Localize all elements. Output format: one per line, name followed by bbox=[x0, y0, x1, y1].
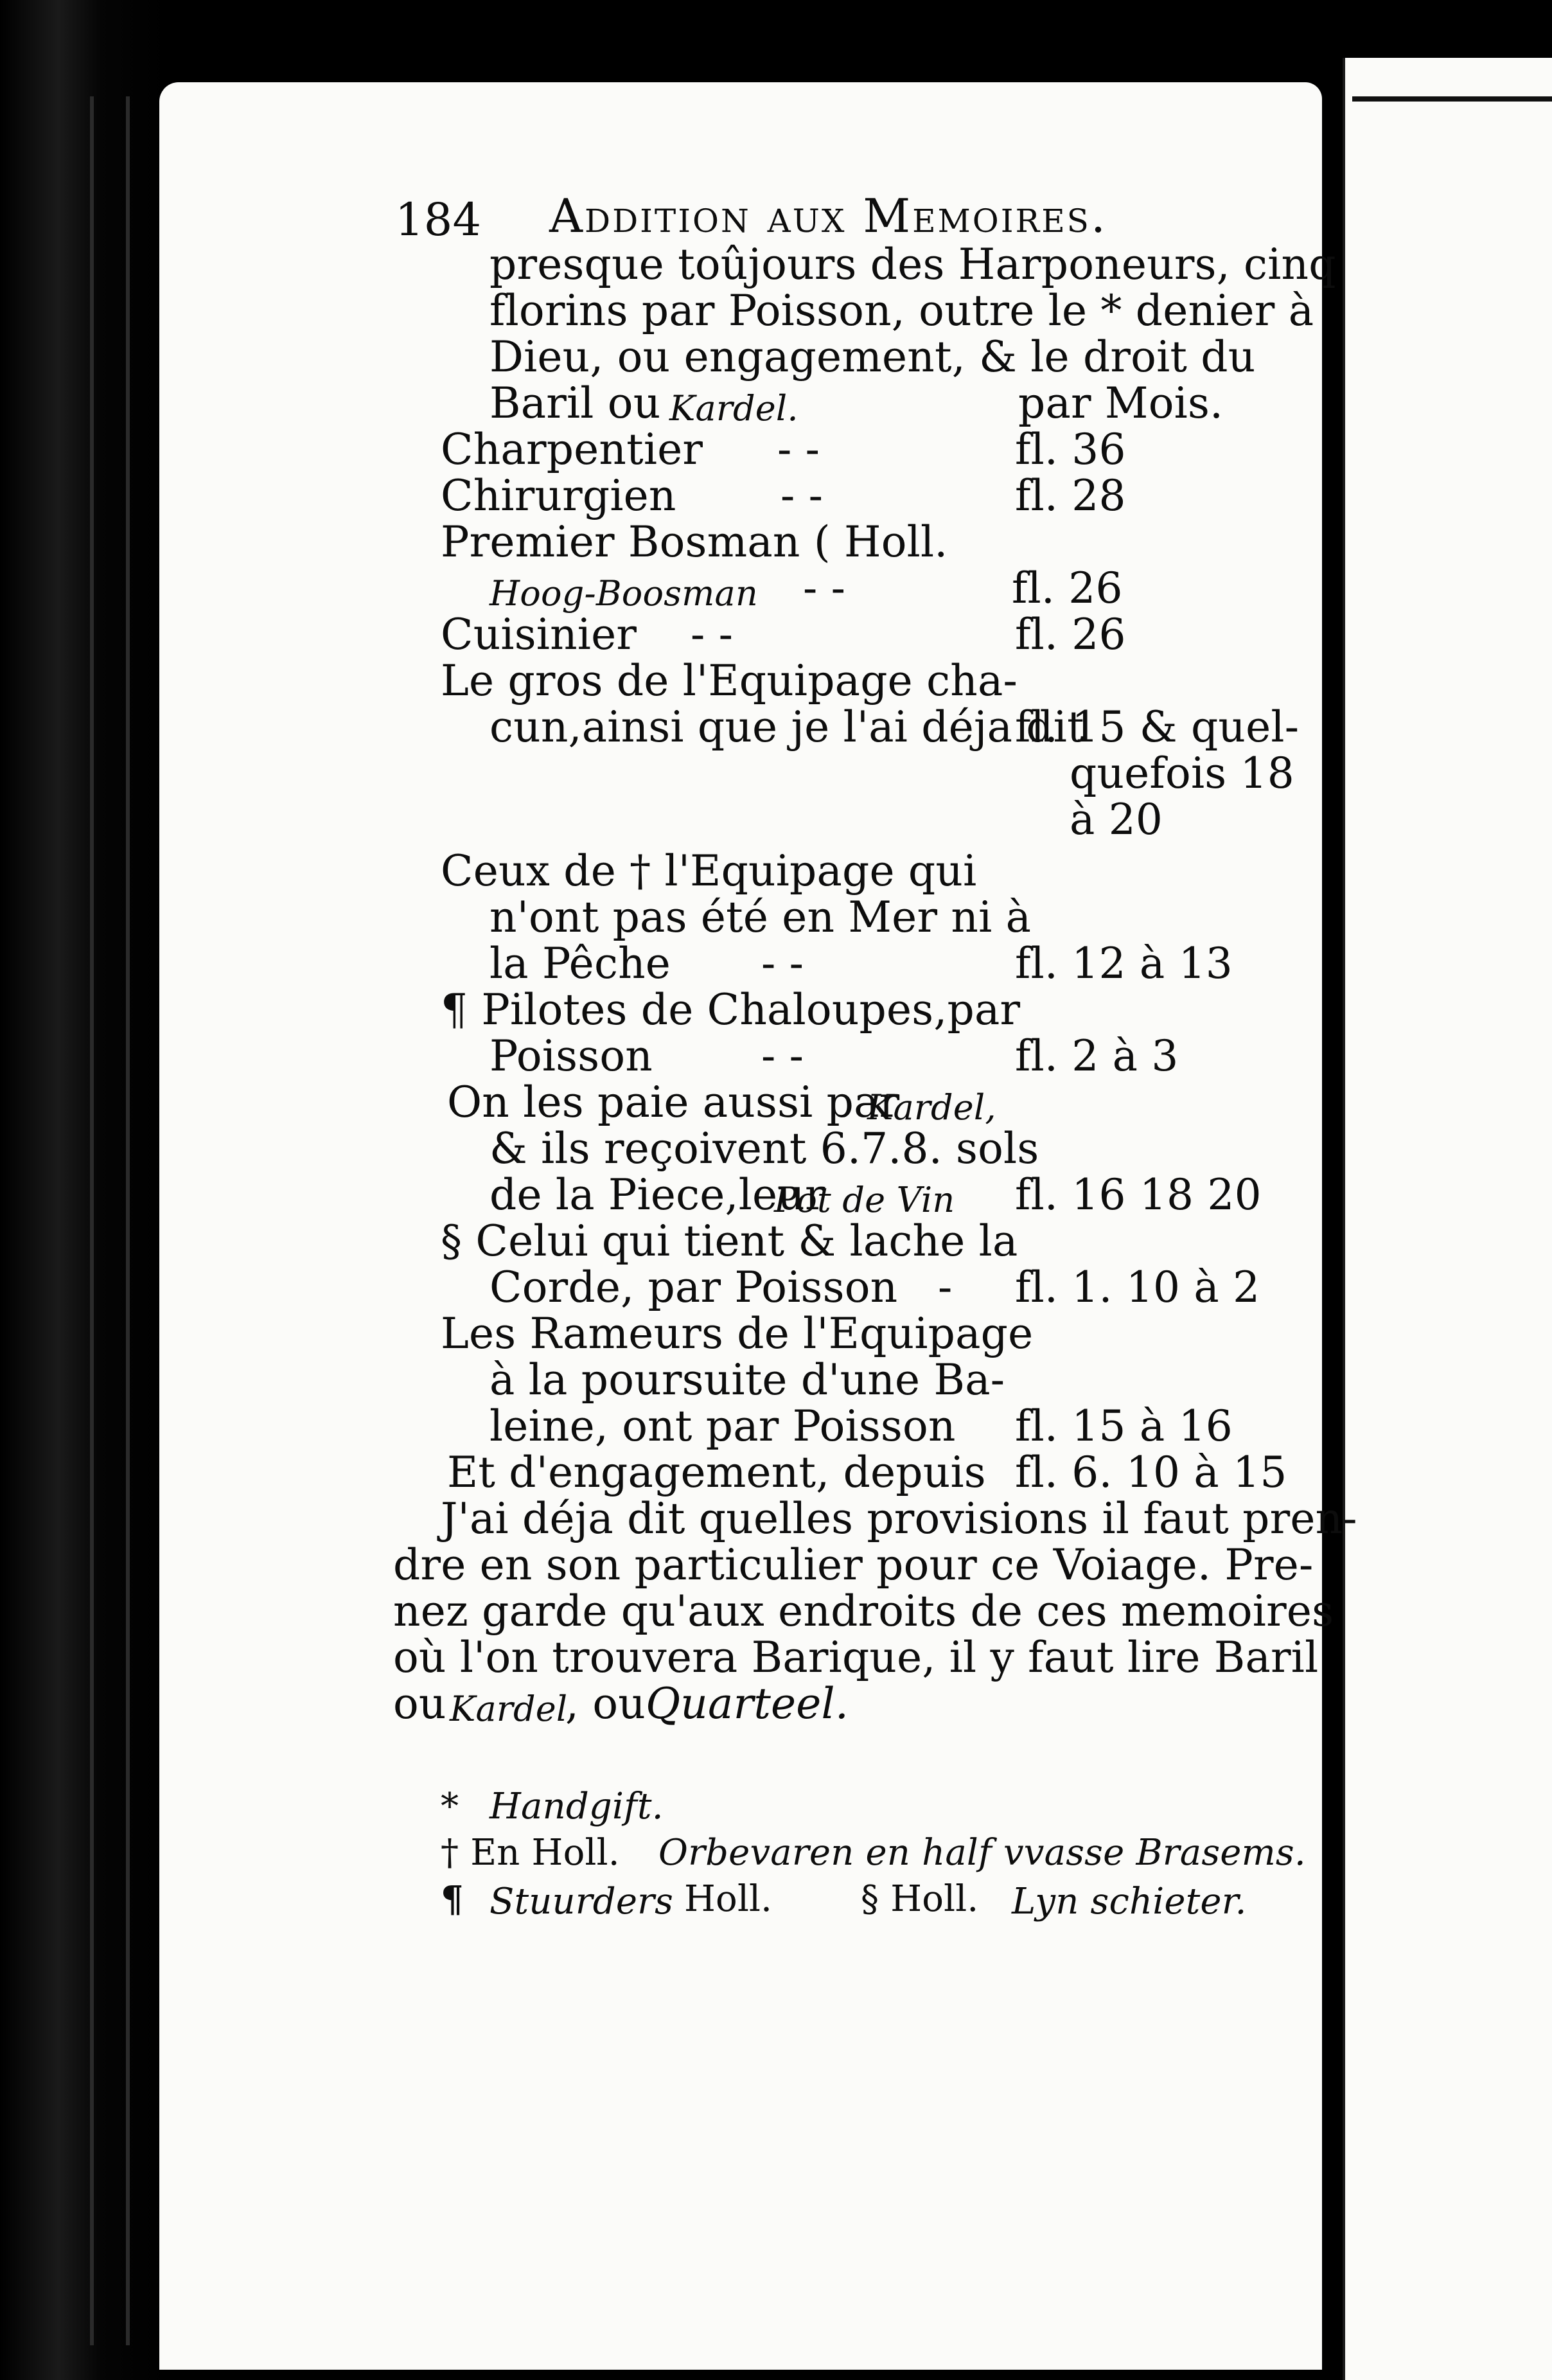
footnote-mark: ¶ bbox=[441, 1878, 464, 1921]
table-value: fl. 15 & quel- bbox=[1015, 702, 1300, 752]
italic-term: Quarteel. bbox=[646, 1679, 849, 1728]
facing-page bbox=[1343, 58, 1552, 2380]
table-label: à la poursuite d'une Ba- bbox=[489, 1355, 1005, 1405]
table-value: fl. 26 bbox=[1012, 564, 1123, 613]
italic-term: Kardel bbox=[450, 1689, 568, 1729]
table-dashes: - - bbox=[761, 1031, 804, 1081]
table-label: Charpentier bbox=[441, 425, 703, 474]
table-dashes: - - bbox=[691, 610, 734, 659]
table-label: Chirurgien bbox=[441, 471, 676, 520]
italic-term: Hoog-Boosman bbox=[489, 573, 758, 614]
table-value: fl. 2 à 3 bbox=[1015, 1031, 1179, 1081]
table-value: fl. 36 bbox=[1015, 425, 1126, 474]
italic-term: Pot de Vin bbox=[774, 1180, 955, 1220]
spine-edge-line bbox=[90, 96, 94, 2345]
footnote-mark: * bbox=[441, 1786, 459, 1827]
table-label: Le gros de l'Equipage cha- bbox=[441, 656, 1018, 706]
text-line: J'ai déja dit quelles provisions il faut pren- bbox=[441, 1494, 1357, 1543]
table-value: fl. 28 bbox=[1015, 471, 1126, 520]
italic-term: Kardel. bbox=[669, 388, 798, 429]
table-label: Poisson bbox=[489, 1031, 653, 1081]
table-value: par Mois. bbox=[1018, 378, 1224, 428]
footnote-text: Orbevaren en half vvasse Brasems. bbox=[658, 1832, 1306, 1874]
table-label: Premier Bosman ( Holl. bbox=[441, 517, 948, 567]
table-label: & ils reçoivent 6.7.8. sols bbox=[489, 1124, 1039, 1173]
table-label: la Pêche bbox=[489, 939, 671, 988]
table-label: Les Rameurs de l'Equipage bbox=[441, 1309, 1034, 1358]
text-line: où l'on trouvera Barique, il y faut lire Baril bbox=[393, 1633, 1319, 1682]
book-spine bbox=[0, 0, 167, 2380]
italic-term: Kardel, bbox=[867, 1087, 996, 1128]
footnote-text: Holl. bbox=[684, 1878, 773, 1920]
table-value: fl. 6. 10 à 15 bbox=[1015, 1448, 1287, 1497]
footnote-text: Lyn schieter. bbox=[1012, 1881, 1247, 1923]
table-label: Et d'engagement, depuis bbox=[447, 1448, 986, 1497]
table-label: Cuisinier bbox=[441, 610, 637, 659]
table-value: fl. 15 à 16 bbox=[1015, 1401, 1233, 1451]
table-label: leine, ont par Poisson bbox=[489, 1401, 956, 1451]
spine-edge-line bbox=[126, 96, 130, 2345]
text-line: florins par Poisson, outre le * denier à bbox=[489, 286, 1314, 335]
page-number: 184 bbox=[395, 193, 482, 246]
table-label: Corde, par Poisson bbox=[489, 1263, 898, 1312]
footnote-text: Stuurders bbox=[489, 1881, 674, 1923]
table-dashes: - - bbox=[777, 425, 820, 474]
table-label: § Celui qui tient & lache la bbox=[441, 1216, 1018, 1266]
table-label: ¶ Pilotes de Chaloupes,par bbox=[441, 985, 1021, 1035]
table-label: n'ont pas été en Mer ni à bbox=[489, 892, 1032, 942]
table-dashes: - - bbox=[761, 939, 804, 988]
table-dashes: - - bbox=[803, 564, 846, 613]
text-line: dre en son particulier pour ce Voiage. Pre- bbox=[393, 1540, 1314, 1590]
text-line: ou bbox=[393, 1679, 446, 1728]
table-value: quefois 18 bbox=[1070, 749, 1294, 798]
footnote-text: † En Holl. bbox=[441, 1832, 620, 1874]
text-line: , ou bbox=[565, 1679, 646, 1728]
table-label: de la Piece,leur bbox=[489, 1170, 825, 1220]
text-line: presque toûjours des Harponeurs, cinq bbox=[489, 240, 1336, 289]
text-line: Baril ou bbox=[489, 378, 661, 428]
table-value: à 20 bbox=[1070, 795, 1163, 844]
table-value: fl. 12 à 13 bbox=[1015, 939, 1233, 988]
text-line: Dieu, ou engagement, & le droit du bbox=[489, 332, 1256, 382]
table-label: Ceux de † l'Equipage qui bbox=[441, 846, 977, 896]
table-value: fl. 1. 10 à 2 bbox=[1015, 1263, 1260, 1312]
table-value: fl. 16 18 20 bbox=[1015, 1170, 1262, 1220]
table-value: fl. 26 bbox=[1015, 610, 1126, 659]
running-head: Addition aux Memoires. bbox=[549, 189, 1107, 243]
table-dashes: - bbox=[938, 1263, 953, 1312]
facing-page-rule bbox=[1352, 96, 1552, 102]
table-label: cun,ainsi que je l'ai déja dit bbox=[489, 702, 1084, 752]
footnote-text: § Holl. bbox=[861, 1878, 979, 1920]
table-label: On les paie aussi par bbox=[447, 1078, 900, 1127]
table-dashes: - - bbox=[780, 471, 824, 520]
footnote-text: Handgift. bbox=[489, 1786, 664, 1827]
text-line: nez garde qu'aux endroits de ces memoires bbox=[393, 1586, 1334, 1636]
